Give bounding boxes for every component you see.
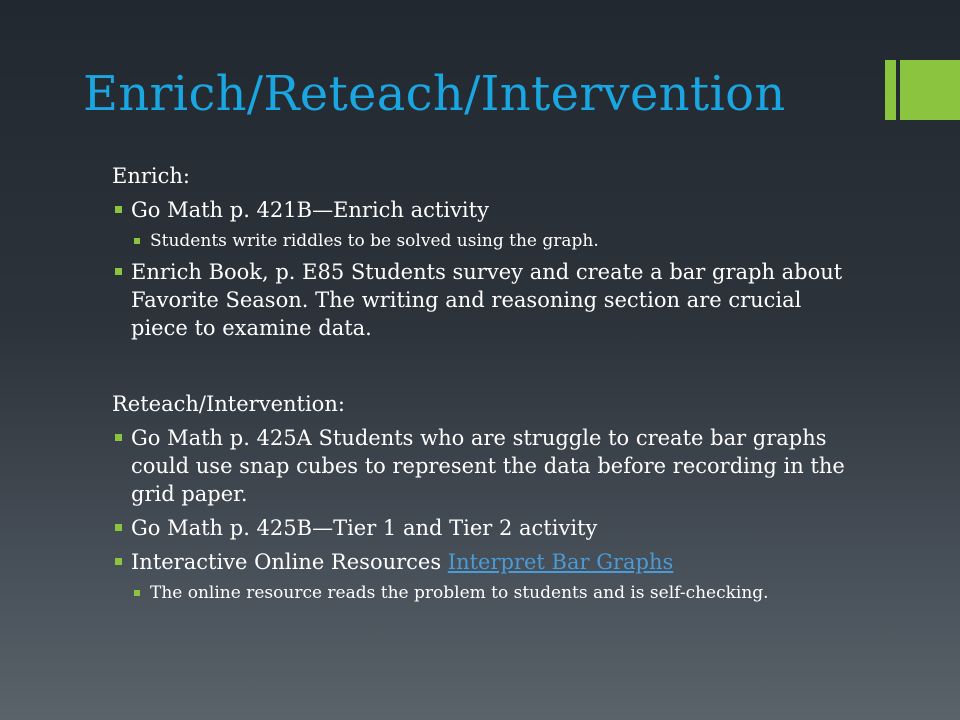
slide-content: [112, 162, 847, 610]
enrich-item-go-math: [112, 196, 847, 224]
reteach-subitem-self-checking-text: The online resource reads the problem to students and is self-checking.: [150, 583, 769, 603]
accent-bar-wide: [900, 60, 960, 120]
slide-title: Enrich/Reteach/Intervention: [83, 66, 786, 122]
reteach-item-snap-cubes: [112, 424, 847, 508]
enrich-item-enrich-book: [112, 258, 847, 342]
reteach-item-online-resources-text: Interactive Online Resources: [131, 550, 448, 574]
square-bullet-icon: [115, 434, 122, 441]
square-bullet-icon: [134, 238, 140, 244]
section-spacer: [112, 348, 847, 390]
enrich-subitem-riddles-text: Students write riddles to be solved using the graph.: [150, 231, 599, 251]
reteach-subitem-self-checking: [131, 582, 847, 604]
square-bullet-icon: [134, 590, 140, 596]
reteach-item-tier-activity-text: Go Math p. 425B—Tier 1 and Tier 2 activity: [131, 516, 598, 540]
square-bullet-icon: [115, 558, 122, 565]
enrich-item-enrich-book-text: Enrich Book, p. E85 Students survey and create a bar graph about Favorite Season. The writing and reasoning section are crucial piece to examine data.: [131, 260, 843, 340]
interpret-bar-graphs-link[interactable]: Interpret Bar Graphs: [447, 550, 674, 574]
enrich-item-go-math-text: Go Math p. 421B—Enrich activity: [131, 198, 489, 222]
reteach-heading: Reteach/Intervention:: [112, 392, 345, 416]
square-bullet-icon: [115, 206, 122, 213]
reteach-item-online-resources: [112, 548, 847, 576]
reteach-item-tier-activity: [112, 514, 847, 542]
square-bullet-icon: [115, 524, 122, 531]
accent-bar-thin: [885, 60, 896, 120]
reteach-item-snap-cubes-text: Go Math p. 425A Students who are struggle to create bar graphs could use snap cubes to represent the data before recording in the grid paper.: [131, 426, 845, 506]
enrich-heading: Enrich:: [112, 164, 190, 188]
square-bullet-icon: [115, 268, 122, 275]
enrich-subitem-riddles: [131, 230, 847, 252]
